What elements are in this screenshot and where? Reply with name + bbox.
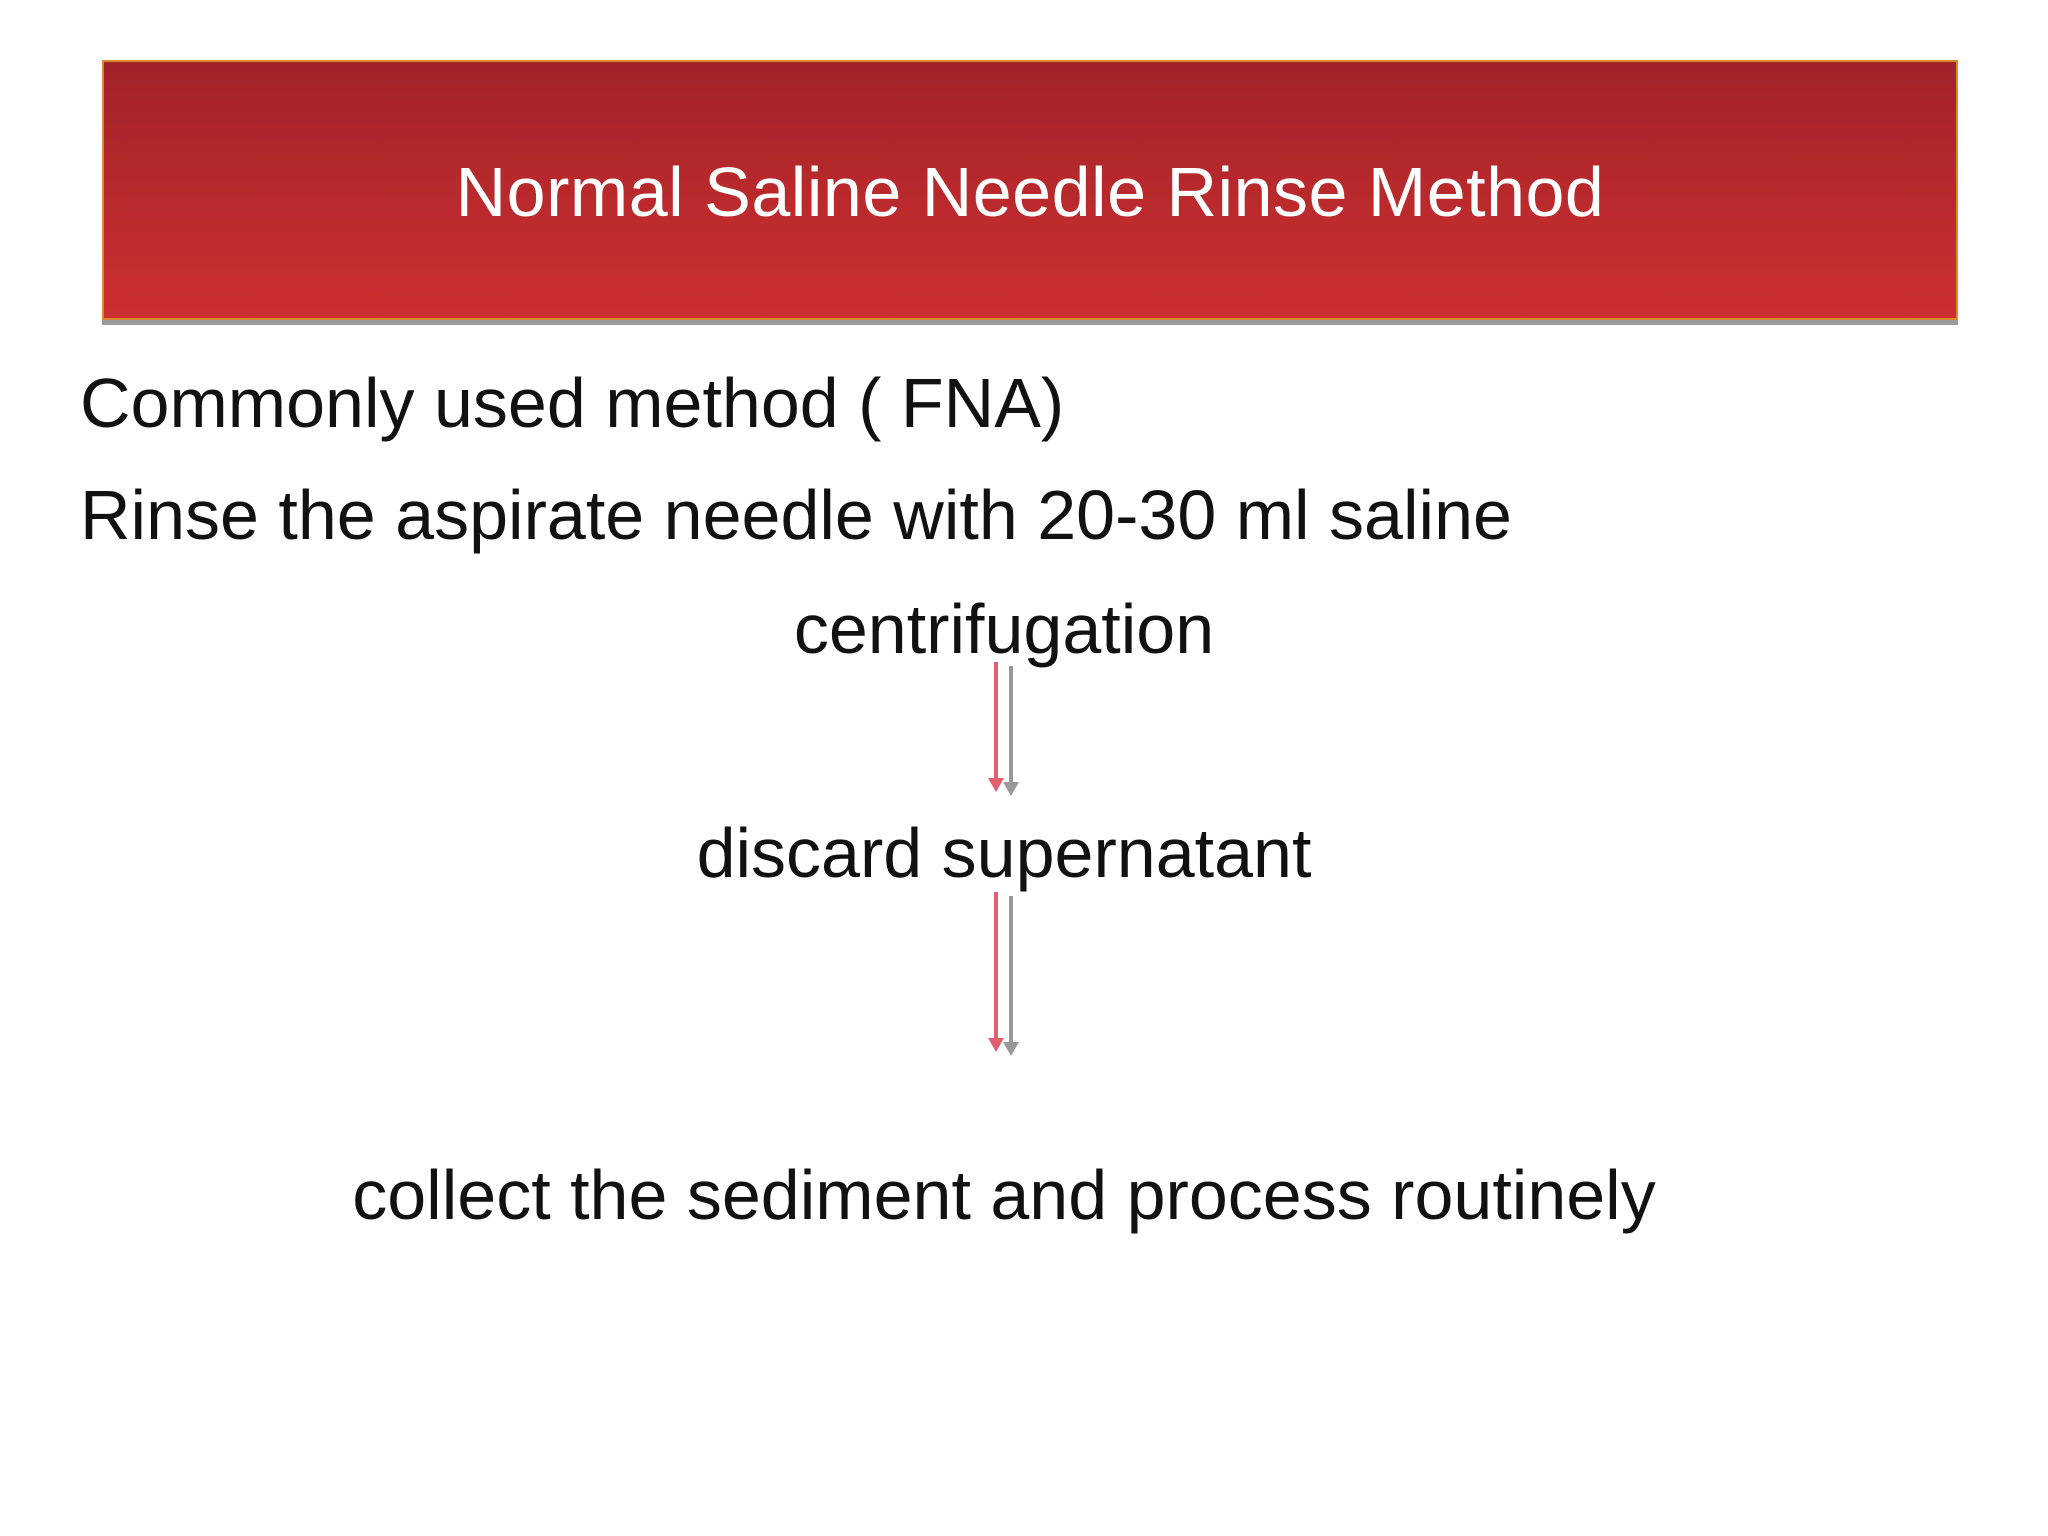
down-arrow-icon xyxy=(980,892,1020,1056)
title-banner xyxy=(102,60,1958,320)
bullet-item: Rinse the aspirate needle with 20-30 ml saline xyxy=(80,476,1512,554)
down-arrow-icon xyxy=(980,662,1020,796)
slide-title: Normal Saline Needle Rinse Method xyxy=(455,153,1605,231)
flow-step-centrifugation: centrifugation xyxy=(793,590,1215,668)
flow-step-discard: discard supernatant xyxy=(696,814,1312,892)
bullet-item: Commonly used method ( FNA) xyxy=(80,364,1065,442)
flow-step-collect: collect the sediment and process routinely xyxy=(352,1156,1656,1234)
